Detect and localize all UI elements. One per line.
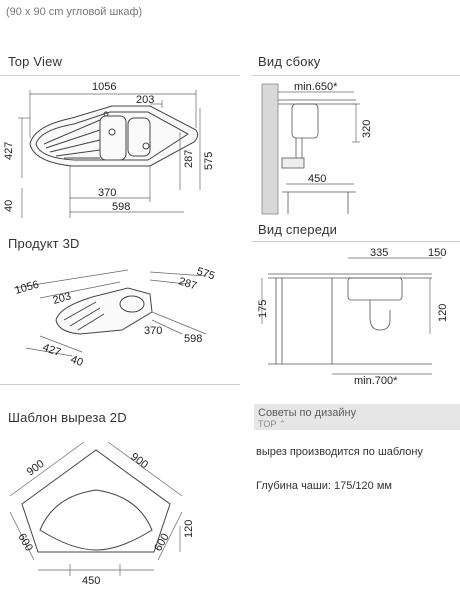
dim-label: 40: [3, 199, 15, 212]
dim-label: 1056: [92, 81, 117, 93]
tip-text: вырез производится по шаблону: [256, 446, 423, 458]
template-2d-title: Шаблон выреза 2D: [8, 410, 127, 425]
dim-label: 1056: [13, 278, 41, 297]
divider: [252, 75, 460, 76]
top-view-title: Top View: [8, 54, 63, 69]
chevron-up-icon: ⌃: [278, 419, 287, 429]
cabinet-caption: (90 x 90 cm угловой шкаф): [6, 6, 143, 18]
dim-label: 287: [177, 275, 199, 293]
front-view-drawing: [252, 244, 460, 390]
dim-label: 370: [144, 325, 163, 337]
dim-label: 575: [203, 151, 215, 170]
design-tips-header: [254, 404, 460, 430]
top-view-drawing: [0, 78, 240, 228]
dim-label: 900: [24, 457, 47, 479]
product-3d-drawing: [0, 258, 240, 376]
dim-label: min.700*: [354, 375, 398, 387]
dim-label: 450: [308, 173, 327, 185]
dim-label: 287: [183, 149, 195, 168]
product-3d-title: Продукт 3D: [8, 236, 80, 251]
dim-label: 370: [98, 187, 117, 199]
side-view-title: Вид сбоку: [258, 54, 321, 69]
dim-label: 335: [370, 247, 389, 259]
dim-label: 120: [183, 519, 195, 538]
back-to-top-link[interactable]: [258, 419, 286, 430]
dim-label: 150: [428, 247, 447, 259]
dim-label: 40: [68, 353, 85, 370]
tip-text: Глубина чаши: 175/120 мм: [256, 480, 392, 492]
dim-label: 175: [257, 299, 269, 318]
top-label: TOP: [258, 419, 277, 429]
divider: [0, 75, 240, 76]
dim-label: 575: [195, 265, 217, 283]
divider: [252, 241, 460, 242]
side-view-drawing: [252, 78, 460, 222]
dim-label: 203: [51, 290, 73, 307]
dim-label: 427: [40, 341, 63, 360]
dim-label: 598: [184, 333, 203, 345]
dim-label: 600: [15, 531, 35, 554]
dim-label: 320: [361, 119, 373, 138]
template-2d-drawing: [0, 432, 240, 592]
design-tips-title: Советы по дизайну: [258, 407, 357, 419]
dim-label: 600: [152, 531, 172, 554]
front-view-title: Вид спереди: [258, 222, 338, 237]
dim-label: 120: [437, 303, 449, 322]
dim-label: 427: [3, 141, 15, 160]
dim-label: 900: [128, 450, 151, 472]
dim-label: min.650*: [294, 81, 338, 93]
dim-label: 203: [136, 94, 155, 106]
divider: [0, 384, 240, 385]
dim-label: 450: [82, 575, 101, 587]
dim-label: 598: [112, 201, 131, 213]
